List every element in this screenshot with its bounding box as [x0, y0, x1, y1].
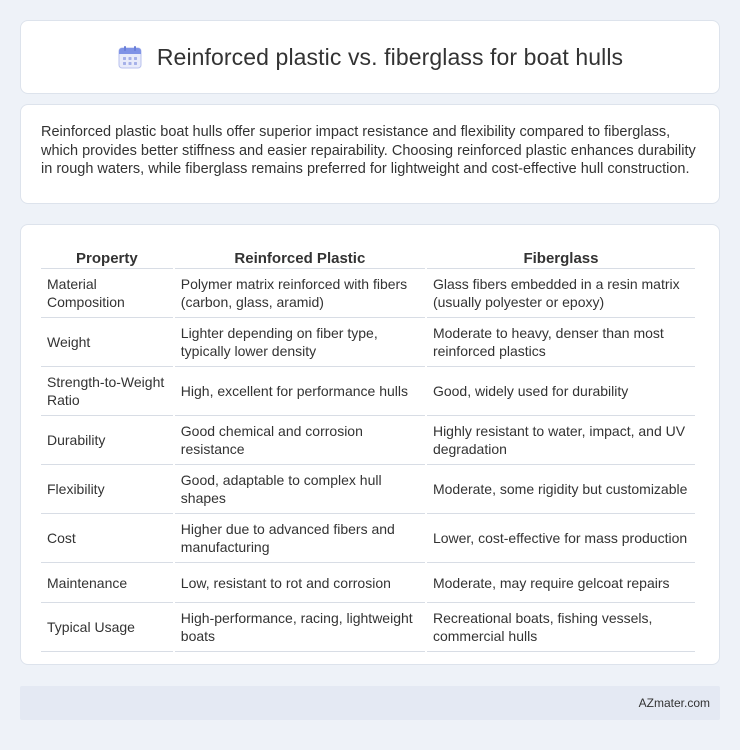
table-row	[41, 318, 695, 367]
fiberglass-cell: Highly resistant to water, impact, and UV degradation	[427, 416, 695, 465]
calendar-icon	[117, 44, 143, 70]
header-reinforced-plastic: Reinforced Plastic	[175, 247, 425, 269]
property-cell: Strength-to-Weight Ratio	[41, 367, 173, 416]
reinforced-plastic-cell: High, excellent for performance hulls	[175, 367, 425, 416]
table-row	[41, 416, 695, 465]
intro-text: Reinforced plastic boat hulls offer superior impact resistance and flexibility compared to fiberglass, which provides better stiffness and easier repairability. Choosing reinforced plastic enhances durability in rough waters, while fiberglass remains preferred for lightweight and cost-effective hull construction.	[41, 124, 696, 177]
reinforced-plastic-cell: Higher due to advanced fibers and manufacturing	[175, 514, 425, 563]
reinforced-plastic-cell: Lighter depending on fiber type, typically lower density	[175, 318, 425, 367]
property-cell: Flexibility	[41, 465, 173, 514]
reinforced-plastic-cell: Good, adaptable to complex hull shapes	[175, 465, 425, 514]
reinforced-plastic-cell: Polymer matrix reinforced with fibers (carbon, glass, aramid)	[175, 269, 425, 318]
footer-bar	[20, 686, 720, 720]
table-header-row	[41, 247, 695, 269]
property-cell: Material Composition	[41, 269, 173, 318]
table-row	[41, 367, 695, 416]
property-cell: Weight	[41, 318, 173, 367]
reinforced-plastic-cell: Low, resistant to rot and corrosion	[175, 563, 425, 603]
fiberglass-cell: Recreational boats, fishing vessels, commercial hulls	[427, 603, 695, 652]
property-cell: Durability	[41, 416, 173, 465]
footer-brand: AZmater.com	[638, 696, 710, 710]
property-cell: Typical Usage	[41, 603, 173, 652]
table-row	[41, 514, 695, 563]
table-row	[41, 269, 695, 318]
reinforced-plastic-cell: High-performance, racing, lightweight boats	[175, 603, 425, 652]
fiberglass-cell: Moderate, some rigidity but customizable	[427, 465, 695, 514]
table-row	[41, 563, 695, 603]
page-title: Reinforced plastic vs. fiberglass for boat hulls	[156, 43, 624, 70]
fiberglass-cell: Moderate, may require gelcoat repairs	[427, 563, 695, 603]
fiberglass-cell: Moderate to heavy, denser than most reinforced plastics	[427, 318, 695, 367]
title-card	[20, 20, 720, 94]
fiberglass-cell: Lower, cost-effective for mass production	[427, 514, 695, 563]
table-card	[20, 224, 720, 665]
header-property: Property	[41, 247, 173, 269]
fiberglass-cell: Good, widely used for durability	[427, 367, 695, 416]
property-cell: Maintenance	[41, 563, 173, 603]
property-cell: Cost	[41, 514, 173, 563]
table-row	[41, 603, 695, 652]
reinforced-plastic-cell: Good chemical and corrosion resistance	[175, 416, 425, 465]
comparison-table	[39, 247, 697, 652]
header-fiberglass: Fiberglass	[427, 247, 695, 269]
fiberglass-cell: Glass fibers embedded in a resin matrix (usually polyester or epoxy)	[427, 269, 695, 318]
table-row	[41, 465, 695, 514]
intro-card	[20, 104, 720, 204]
